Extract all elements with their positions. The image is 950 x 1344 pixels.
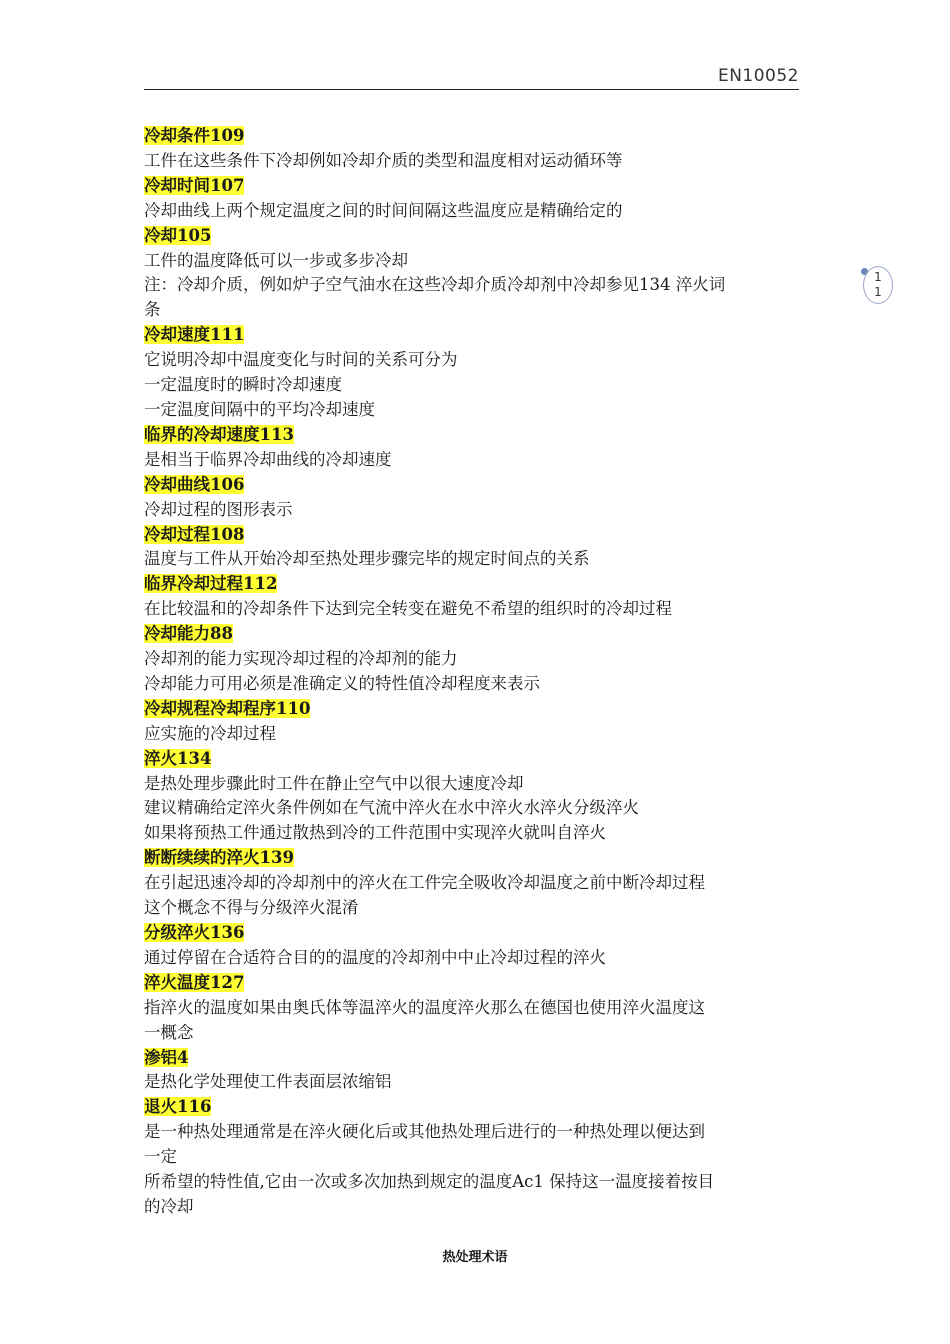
definition-line: 是一种热处理通常是在淬火硬化后或其他热处理后进行的一种热处理以便达到: [144, 1122, 705, 1142]
term-highlight: 临界的冷却速度113: [144, 424, 294, 444]
term-highlight: 冷却条件109: [144, 126, 245, 145]
term-highlight: 淬火温度127: [144, 972, 245, 992]
glossary-term: [144, 174, 812, 199]
document-code: EN10052: [717, 66, 799, 86]
definition-line: 注：冷却介质，例如炉子空气油水在这些冷却介质冷却剂中冷却参见134 淬火词: [144, 275, 726, 295]
glossary-term: [144, 1095, 812, 1120]
definition-line: 工件在这些条件下冷却例如冷却介质的类型和温度相对运动循环等: [144, 150, 623, 170]
definition-line: 通过停留在合适符合目的的温度的冷却剂中中止冷却过程的淬火: [144, 947, 606, 967]
term-highlight: 冷却曲线106: [144, 474, 245, 494]
definition-line: 在比较温和的冷却条件下达到完全转变在避免不希望的组织时的冷却过程: [144, 599, 672, 619]
glossary-term: [144, 846, 812, 871]
comment-marker[interactable]: [863, 266, 893, 304]
term-highlight: 冷却时间107: [144, 175, 245, 195]
definition-line: 一概念: [144, 1022, 194, 1042]
glossary-term: [144, 1046, 812, 1071]
glossary-term: [144, 622, 812, 647]
definition-line: 在引起迅速冷却的冷却剂中的淬火在工件完全吸收冷却温度之前中断冷却过程: [144, 873, 705, 893]
definition-line: 是热处理步骤此时工件在静止空气中以很大速度冷却: [144, 773, 524, 793]
glossary-term: [144, 423, 812, 448]
definition-line: 所希望的特性值,它由一次或多次加热到规定的温度Ac1 保持这一温度接着按目: [144, 1172, 715, 1192]
definition-line: 是相当于临界冷却曲线的冷却速度: [144, 449, 392, 469]
glossary-term: [144, 747, 812, 772]
definition-line: 是热化学处理使工件表面层浓缩铝: [144, 1072, 392, 1092]
term-highlight: 冷却规程冷却程序110: [144, 698, 311, 718]
term-highlight: 淬火134: [144, 748, 212, 768]
comment-marker-bottom: 1: [874, 285, 882, 299]
term-highlight: 冷却能力88: [144, 624, 233, 644]
term-highlight: 冷却105: [144, 225, 212, 245]
definition-line: 温度与工件从开始冷却至热处理步骤完毕的规定时间点的关系: [144, 549, 590, 569]
definition-line: 应实施的冷却过程: [144, 723, 276, 743]
definition-line: 的冷却: [144, 1196, 194, 1216]
definition-line: 它说明冷却中温度变化与时间的关系可分为: [144, 350, 458, 370]
term-highlight: 渗铝4: [144, 1047, 189, 1067]
comment-marker-top: 1: [874, 270, 882, 284]
glossary-term: [144, 572, 812, 597]
term-highlight: 冷却过程108: [144, 524, 245, 544]
glossary-term: [144, 473, 812, 498]
glossary-term: [144, 697, 812, 722]
definition-line: 条: [144, 300, 161, 320]
definition-line: 工件的温度降低可以一步或多步冷却: [144, 250, 408, 270]
term-highlight: 断断续续的淬火139: [144, 848, 294, 868]
definition-line: 一定: [144, 1147, 177, 1167]
page-footer-title: 热处理术语: [442, 1250, 508, 1265]
definition-line: 冷却剂的能力实现冷却过程的冷却剂的能力: [144, 649, 458, 669]
header-divider: [144, 89, 799, 90]
definition-line: 这个概念不得与分级淬火混淆: [144, 898, 359, 918]
glossary-term: [144, 323, 812, 348]
glossary-body: [144, 124, 812, 1220]
definition-line: 一定温度间隔中的平均冷却速度: [144, 399, 375, 419]
glossary-term: [144, 124, 812, 149]
glossary-term: [144, 523, 812, 548]
term-highlight: 分级淬火136: [144, 923, 245, 942]
glossary-term: [144, 921, 812, 946]
definition-line: 如果将预热工件通过散热到冷的工件范围中实现淬火就叫自淬火: [144, 823, 606, 843]
glossary-term: [144, 971, 812, 996]
definition-line: 冷却过程的图形表示: [144, 499, 293, 519]
definition-line: 建议精确给定淬火条件例如在气流中淬火在水中淬火水淬火分级淬火: [144, 798, 639, 818]
definition-line: 指淬火的温度如果由奥氏体等温淬火的温度淬火那么在德国也使用淬火温度这: [144, 997, 705, 1017]
definition-line: 冷却曲线上两个规定温度之间的时间间隔这些温度应是精确给定的: [144, 200, 623, 220]
term-highlight: 临界冷却过程112: [144, 574, 278, 594]
glossary-term: [144, 224, 812, 249]
definition-line: 一定温度时的瞬时冷却速度: [144, 375, 342, 395]
term-highlight: 退火116: [144, 1097, 212, 1117]
term-highlight: 冷却速度111: [144, 325, 245, 345]
definition-line: 冷却能力可用必须是准确定义的特性值冷却程度来表示: [144, 673, 540, 693]
